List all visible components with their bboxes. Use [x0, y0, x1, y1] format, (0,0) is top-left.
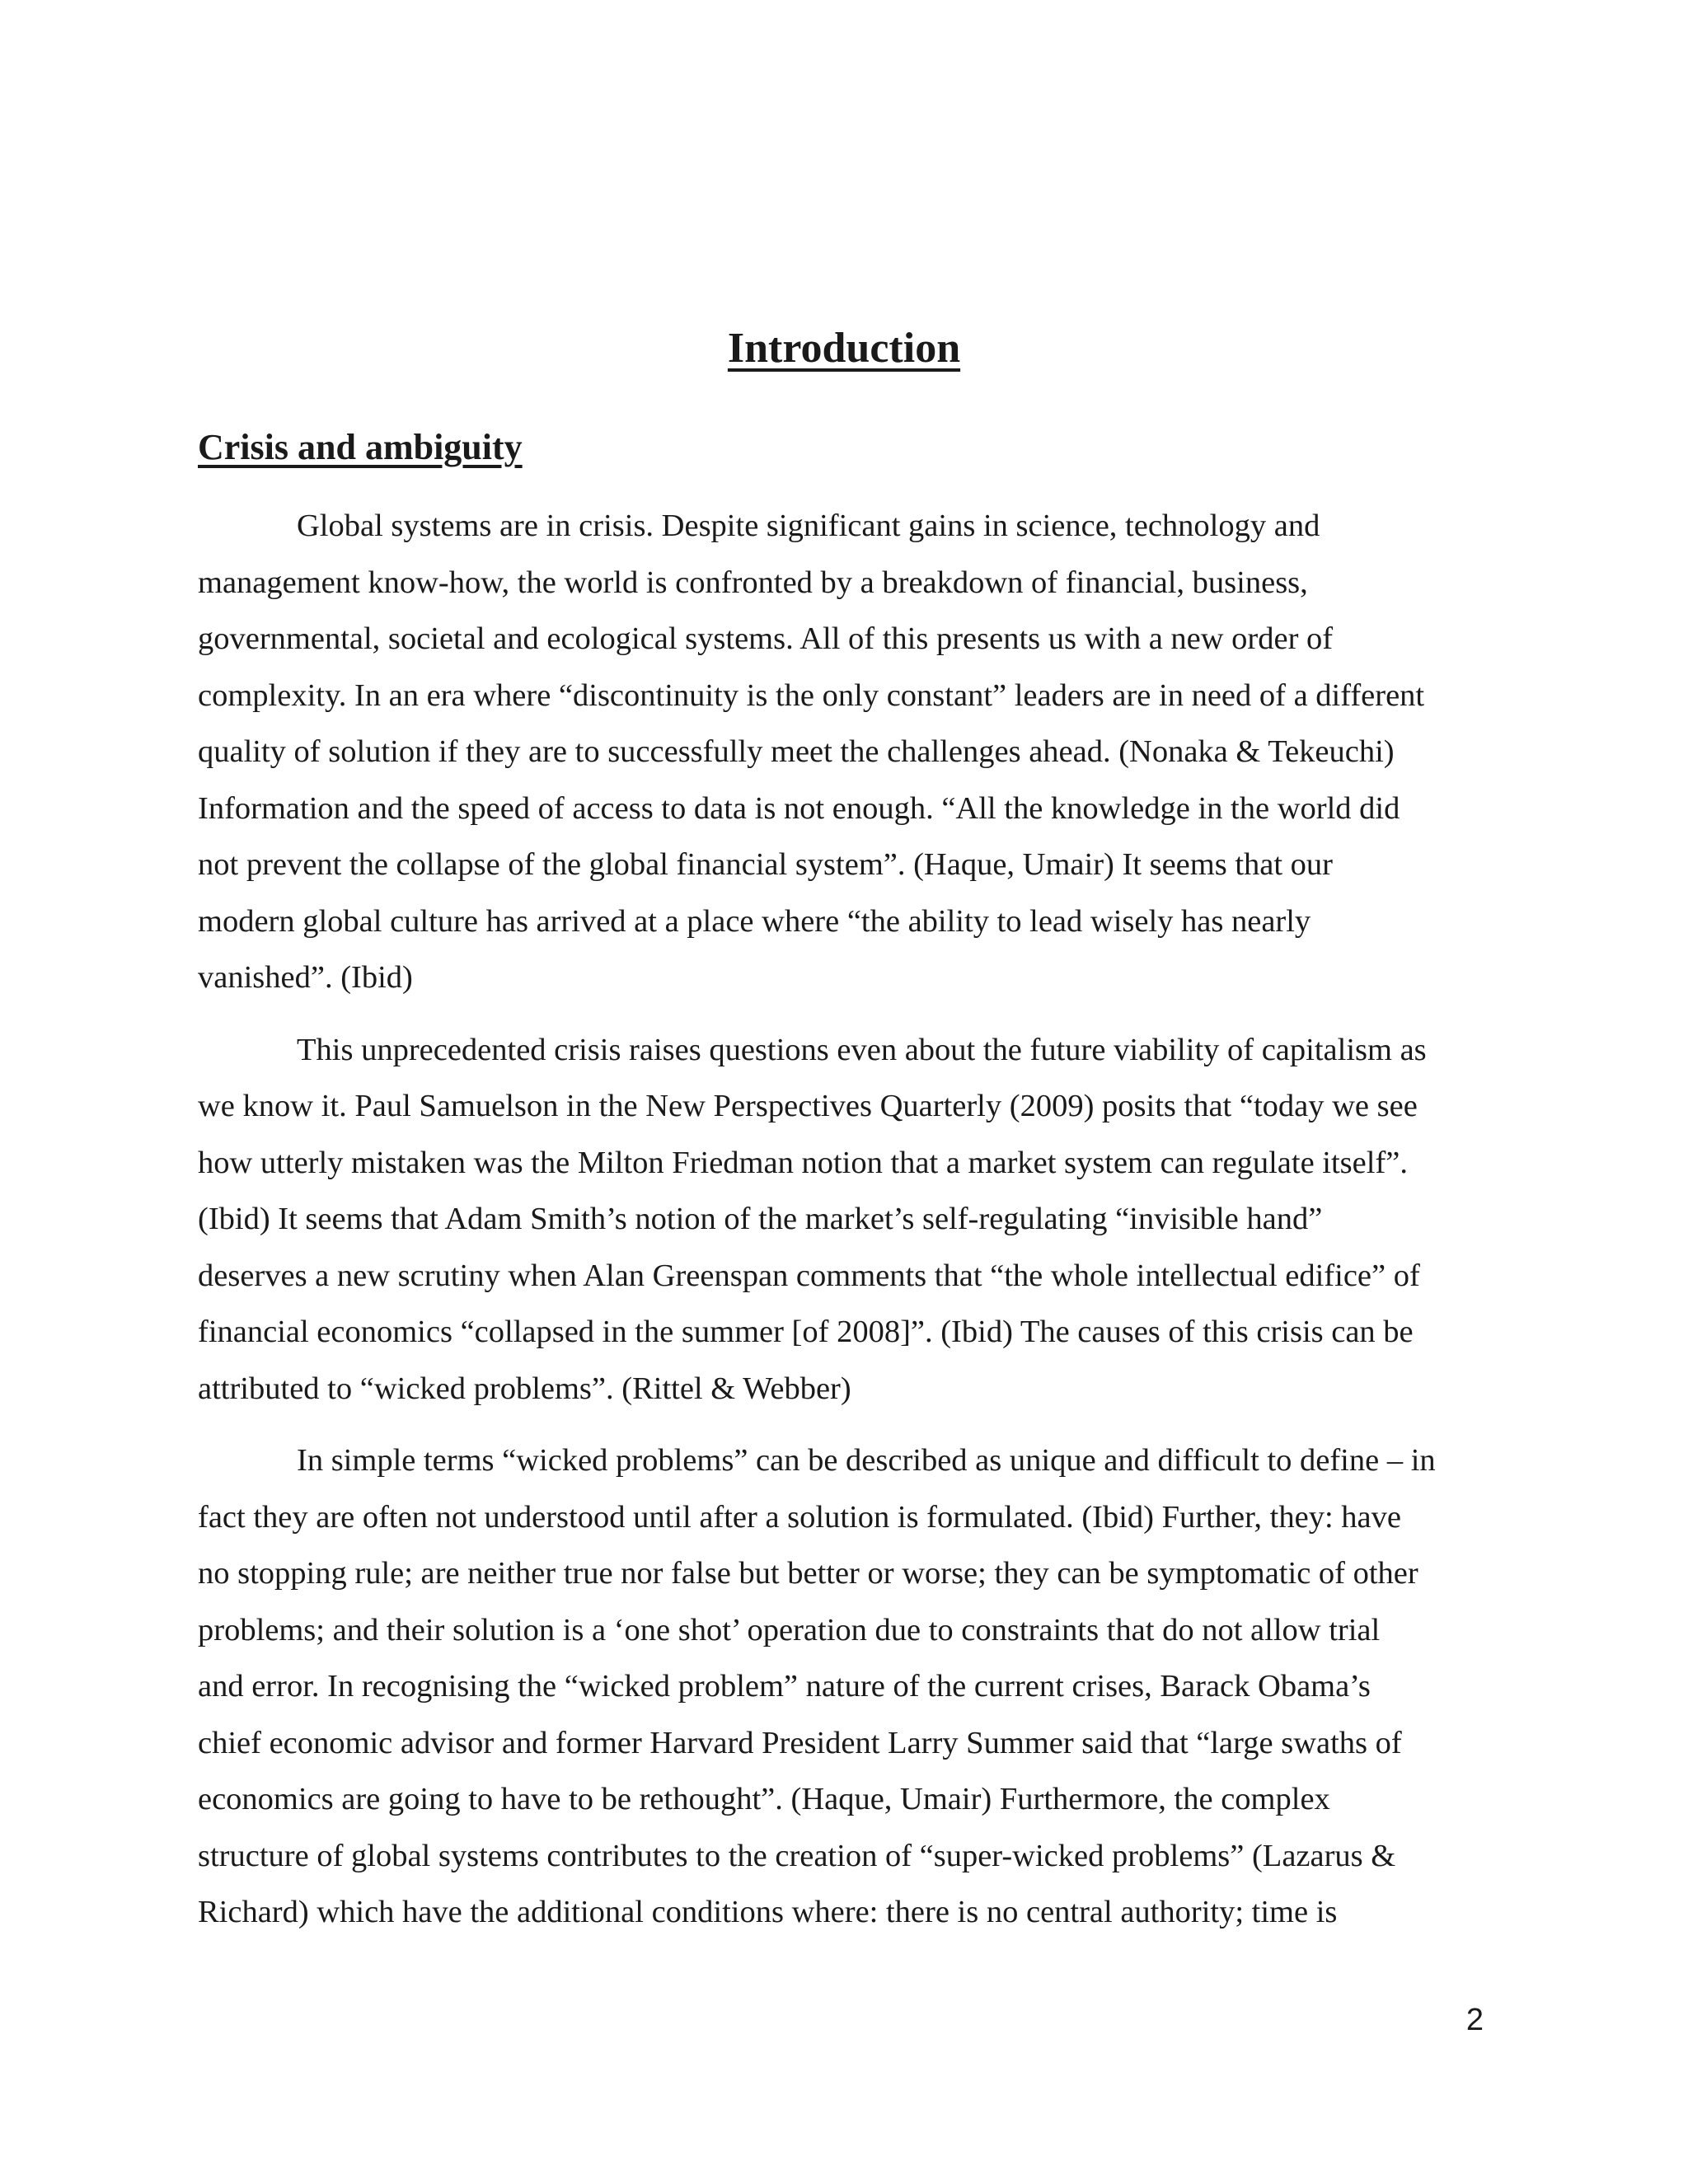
section-heading: [198, 423, 523, 472]
section-heading-text: Crisis and ambiguity: [198, 427, 523, 467]
text-line: Global systems are in crisis. Despite significant gains in science, technology and: [297, 509, 1320, 543]
page-title-text: Introduction: [727, 325, 961, 372]
text-line: economics are going to have to be rethought”. (Haque, Umair) Furthermore, the complex: [198, 1782, 1330, 1816]
text-line: complexity. In an era where “discontinuity is the only constant” leaders are in need of a different: [198, 677, 1425, 713]
text-line: no stopping rule; are neither true nor false but better or worse; they can be symptomatic of other: [198, 1556, 1418, 1591]
text-line: and error. In recognising the “wicked problem” nature of the current crises, Barack Obama’s: [198, 1669, 1371, 1704]
text-line: how utterly mistaken was the Milton Friedman notion that a market system can regulate itself”.: [198, 1145, 1408, 1180]
text-line: quality of solution if they are to successfully meet the challenges ahead. (Nonaka & Tekeuchi): [198, 734, 1395, 769]
text-line: In simple terms “wicked problems” can be described as unique and difficult to define – in: [297, 1443, 1436, 1478]
text-line: management know-how, the world is confronted by a breakdown of financial, business,: [198, 565, 1308, 600]
text-line: problems; and their solution is a ‘one shot’ operation due to constraints that do not allow trial: [198, 1612, 1381, 1647]
page-title: [0, 320, 1688, 377]
text-line: (Ibid) It seems that Adam Smith’s notion of the market’s self-regulating “invisible hand”: [198, 1202, 1323, 1236]
text-line: Information and the speed of access to data is not enough. “All the knowledge in the world did: [198, 790, 1400, 826]
text-line: chief economic advisor and former Harvard President Larry Summer said that “large swaths of: [198, 1725, 1402, 1760]
text-line: Richard) which have the additional conditions where: there is no central authority; time is: [198, 1895, 1338, 1929]
text-line: This unprecedented crisis raises questions even about the future viability of capitalism as: [297, 1032, 1427, 1067]
paragraph-3: [198, 1432, 1475, 1941]
text-line: governmental, societal and ecological systems. All of this presents us with a new order of: [198, 621, 1334, 656]
text-line: fact they are often not understood until after a solution is formulated. (Ibid) Further, they: have: [198, 1499, 1401, 1535]
text-line: financial economics “collapsed in the summer [of 2008]”. (Ibid) The causes of this crisis can be: [198, 1315, 1414, 1349]
body-text: [198, 498, 1475, 1957]
page-number: 2: [1465, 2003, 1484, 2037]
paragraph-1: [198, 498, 1475, 1006]
text-line: not prevent the collapse of the global financial system”. (Haque, Umair) It seems that our: [198, 847, 1333, 882]
text-line: deserves a new scrutiny when Alan Greenspan comments that “the whole intellectual edifice” of: [198, 1258, 1420, 1293]
text-line: vanished”. (Ibid): [198, 960, 413, 995]
text-line: structure of global systems contributes to the creation of “super-wicked problems” (Lazarus &: [198, 1838, 1396, 1873]
paragraph-2: [198, 1022, 1475, 1418]
text-line: attributed to “wicked problems”. (Rittel & Webber): [198, 1371, 851, 1406]
text-line: modern global culture has arrived at a place where “the ability to lead wisely has nearly: [198, 903, 1311, 939]
text-line: we know it. Paul Samuelson in the New Perspectives Quarterly (2009) posits that “today we see: [198, 1089, 1418, 1123]
